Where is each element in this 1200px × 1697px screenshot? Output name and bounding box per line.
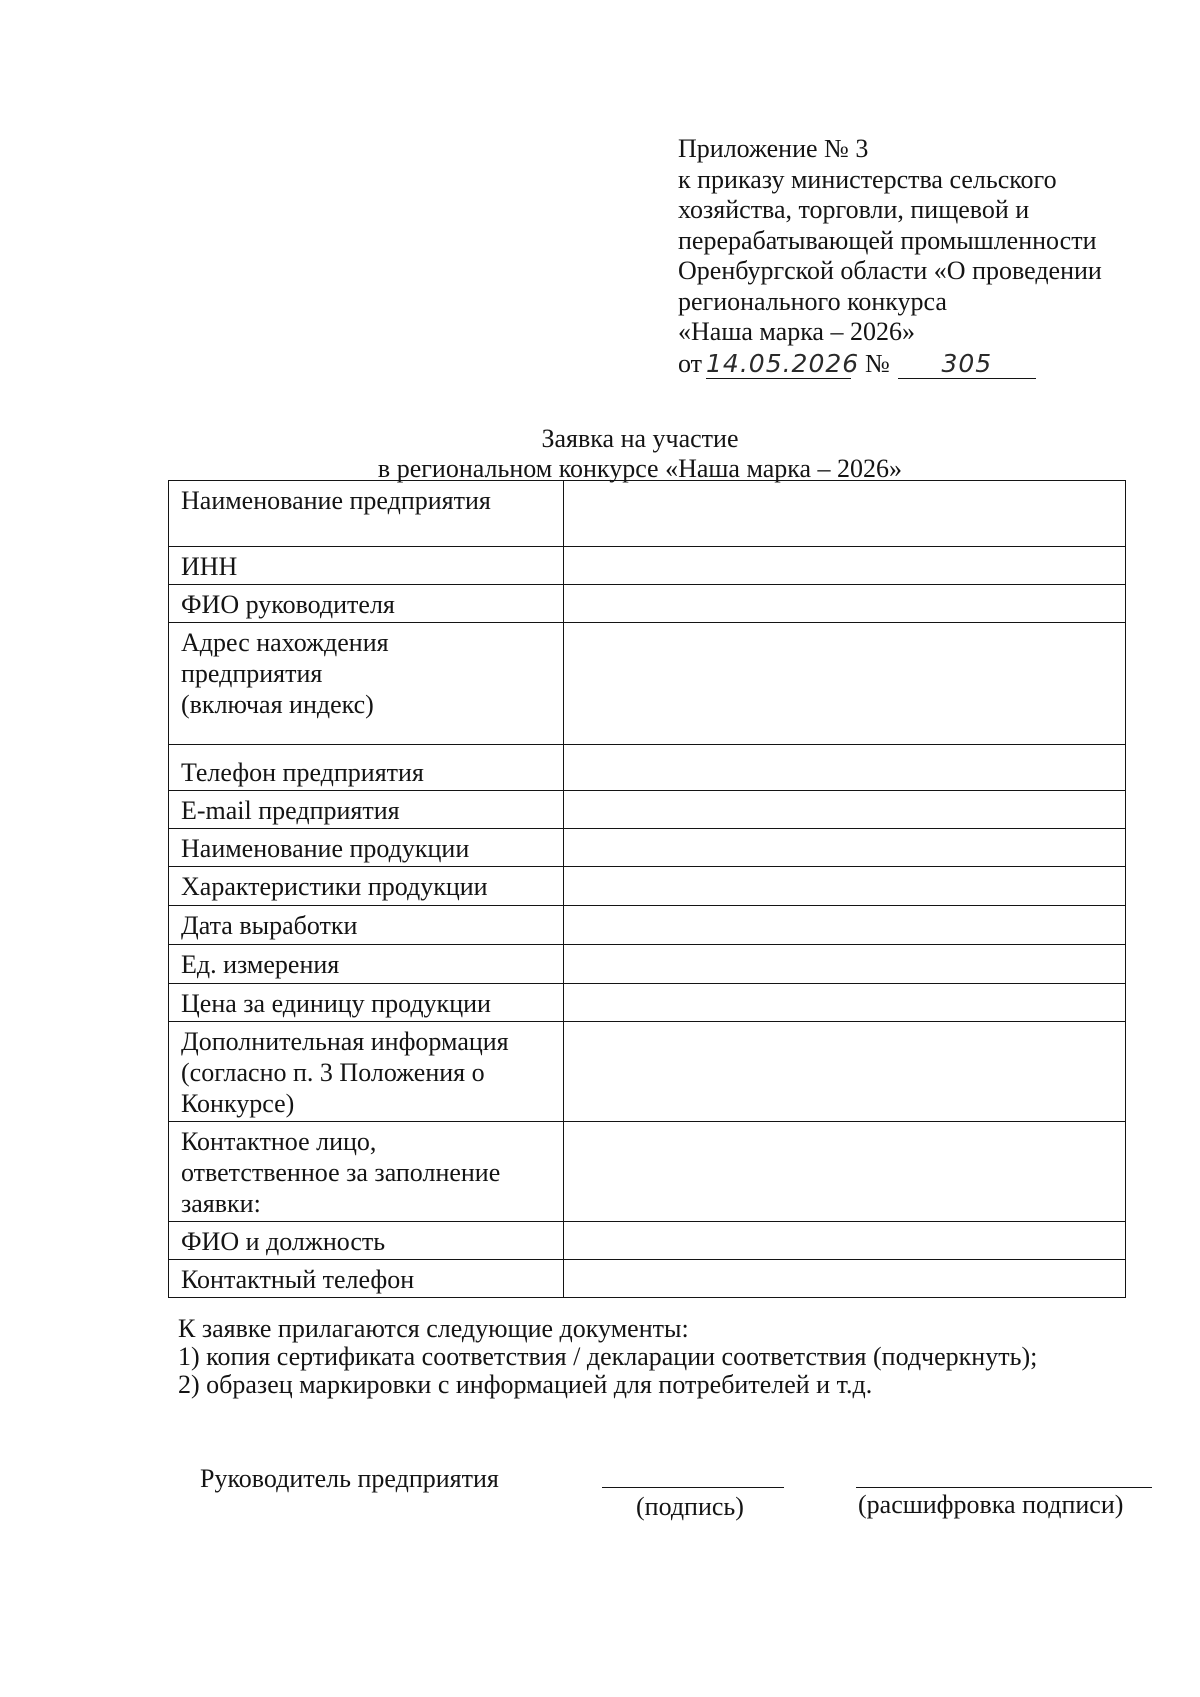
form-row: [169, 984, 1126, 1022]
row-label-company-name: Наименование предприятия: [169, 481, 564, 547]
annex-line: «Наша марка – 2026»: [678, 317, 915, 346]
form-row: [169, 1222, 1126, 1260]
row-label-address: [169, 623, 564, 745]
handwritten-order-date: 14.05.2026: [706, 348, 860, 378]
row-label-unit-price: Цена за единицу продукции: [169, 984, 564, 1022]
row-label-address-text: Адрес нахождения предприятия (включая индекс): [181, 628, 389, 719]
signature-decoding-line[interactable]: [856, 1487, 1152, 1488]
row-label-inn: ИНН: [169, 547, 564, 585]
order-date-number-line: [678, 349, 1178, 380]
form-row: [169, 547, 1126, 585]
form-row: [169, 867, 1126, 906]
value-cell-address[interactable]: [563, 623, 1125, 745]
row-label-email: E-mail предприятия: [169, 791, 564, 829]
row-label-contact-phone: Контактный телефон: [169, 1260, 564, 1298]
row-label-additional-info-text: Дополнительная информация (согласно п. 3 Положения о Конкурсе): [181, 1027, 509, 1118]
annex-line: хозяйства, торговли, пищевой и: [678, 195, 1030, 224]
attachments-intro: К заявке прилагаются следующие документы:: [178, 1314, 689, 1343]
value-cell-company-name[interactable]: [563, 481, 1125, 547]
form-row: [169, 906, 1126, 945]
row-label-contact-person-text: Контактное лицо, ответственное за заполнение заявки:: [181, 1127, 501, 1218]
form-row: [169, 1022, 1126, 1122]
value-cell-product-name[interactable]: [563, 829, 1125, 867]
value-cell-phone[interactable]: [563, 745, 1125, 791]
annex-line: к приказу министерства сельского: [678, 164, 1057, 194]
row-label-unit: Ед. измерения: [169, 945, 564, 984]
value-cell-product-characteristics[interactable]: [563, 867, 1125, 906]
form-row: [169, 945, 1126, 984]
row-label-contact-person: [169, 1122, 564, 1222]
form-title: [260, 424, 1020, 484]
value-cell-email[interactable]: [563, 791, 1125, 829]
value-cell-contact-name-position[interactable]: [563, 1222, 1125, 1260]
attachment-item: 1) копия сертификата соответствия / декларации соответствия (подчеркнуть);: [178, 1342, 1038, 1371]
form-row: [169, 481, 1126, 547]
annex-line: регионального конкурса: [678, 286, 947, 316]
form-title-line: в региональном конкурсе «Наша марка – 2026»: [377, 454, 903, 483]
row-label-production-date: Дата выработки: [169, 906, 564, 945]
annex-line: перерабатывающей промышленности: [678, 225, 1097, 255]
attachment-item: 2) образец маркировки с информацией для потребителей и т.д.: [178, 1370, 873, 1399]
form-row: [169, 623, 1126, 745]
value-cell-contact-person[interactable]: [563, 1122, 1125, 1222]
signature-caption: (подпись): [636, 1492, 744, 1521]
annex-header: [678, 134, 1178, 379]
row-label-phone: Телефон предприятия: [169, 745, 564, 791]
form-row: [169, 745, 1126, 791]
handwritten-order-number: 305: [898, 350, 1036, 379]
value-cell-unit[interactable]: [563, 945, 1125, 984]
annex-line: Приложение № 3: [678, 134, 869, 163]
value-cell-contact-phone[interactable]: [563, 1260, 1125, 1298]
row-label-product-name: Наименование продукции: [169, 829, 564, 867]
attachments-list: [178, 1315, 1037, 1399]
annex-line: Оренбургской области «О проведении: [678, 256, 1102, 285]
signature-label: Руководитель предприятия: [200, 1464, 499, 1493]
row-label-director-name: ФИО руководителя: [169, 585, 564, 623]
form-row: [169, 1122, 1126, 1222]
form-row: [169, 1260, 1126, 1298]
value-cell-director-name[interactable]: [563, 585, 1125, 623]
number-prefix: №: [865, 348, 890, 378]
signature-decoding-caption: (расшифровка подписи): [858, 1490, 1124, 1519]
value-cell-inn[interactable]: [563, 547, 1125, 585]
value-cell-production-date[interactable]: [563, 906, 1125, 945]
application-form-table: [168, 480, 1126, 1298]
signature-line[interactable]: [602, 1487, 784, 1488]
row-label-additional-info: [169, 1022, 564, 1122]
row-label-contact-name-position: ФИО и должность: [169, 1222, 564, 1260]
date-prefix: от: [678, 348, 703, 378]
form-title-line: Заявка на участие: [541, 424, 739, 453]
value-cell-unit-price[interactable]: [563, 984, 1125, 1022]
form-row: [169, 829, 1126, 867]
form-row: [169, 585, 1126, 623]
value-cell-additional-info[interactable]: [563, 1022, 1125, 1122]
form-row: [169, 791, 1126, 829]
row-label-product-characteristics: Характеристики продукции: [169, 867, 564, 906]
